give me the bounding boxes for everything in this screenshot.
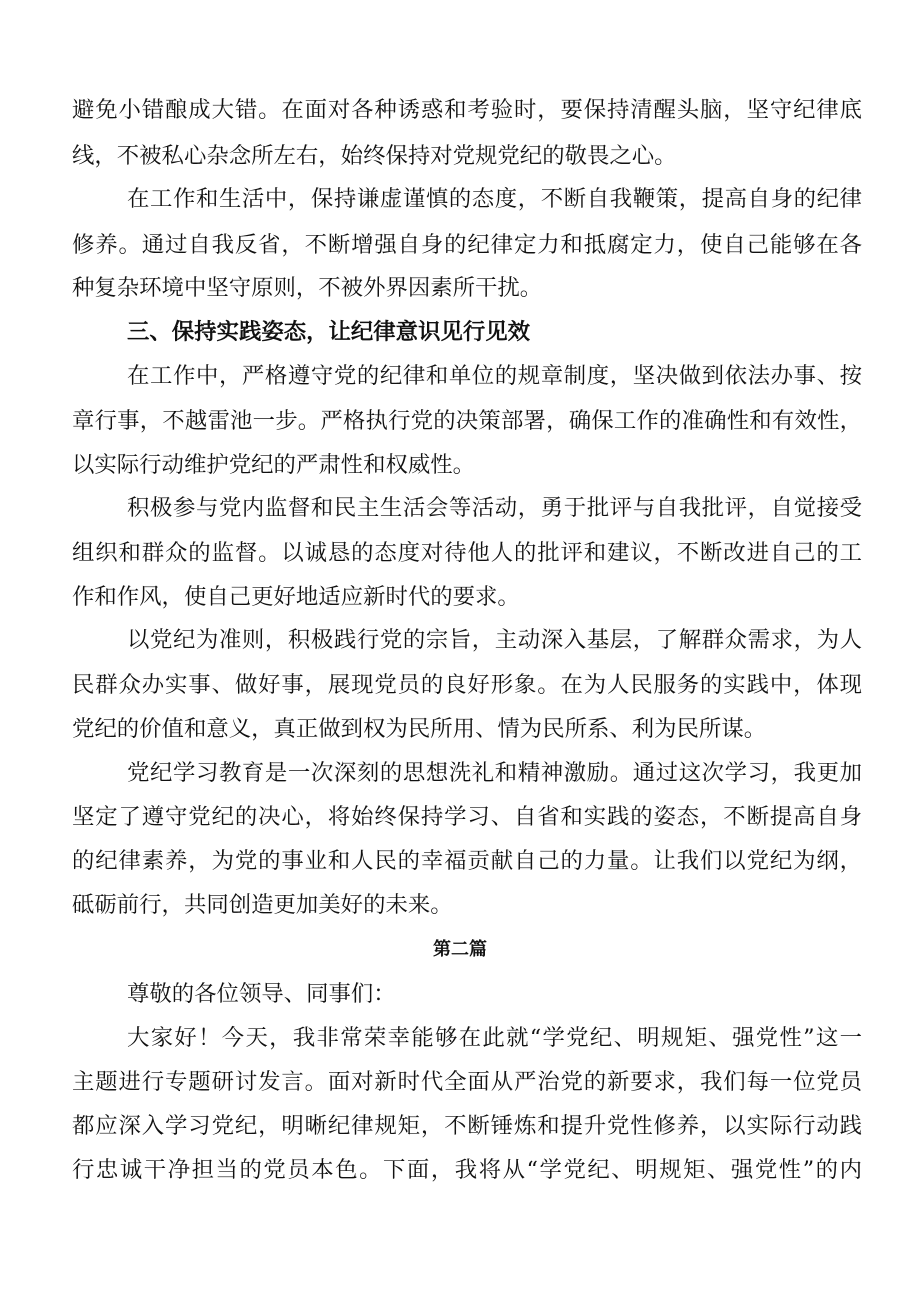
text-line: 砥砺前行，共同创造更加美好的未来。 [72,892,453,918]
text-line: 在工作中，严格遵守党的纪律和单位的规章制度，坚决做到依法办事、按 [127,363,862,389]
text-line: 章行事，不越雷池一步。严格执行党的决策部署，确保工作的准确性和有效性， [72,408,862,434]
text-line: 作和作风，使自己更好地适应新时代的要求。 [72,584,520,610]
text-line: 党纪的价值和意义，真正做到权为民所用、情为民所系、利为民所谋。 [72,716,767,742]
text-line: 种复杂环境中坚守原则，不被外界因素所干扰。 [72,275,543,301]
salutation: 尊敬的各位领导、同事们： [127,981,396,1007]
text-line: 民群众办实事、做好事，展现党员的良好形象。在为人民服务的实践中，体现 [72,672,862,698]
section-heading: 三、保持实践姿态，让纪律意识见行见效 [127,319,531,345]
text-line: 组织和群众的监督。以诚恳的态度对待他人的批评和建议，不断改进自己的工 [72,540,862,566]
text-line: 修养。通过自我反省，不断增强自身的纪律定力和抵腐定力，使自己能够在各 [72,232,862,258]
text-line: 大家好！今天，我非常荣幸能够在此就“学党纪、明规矩、强党性”这一 [127,1025,862,1051]
text-line: 主题进行专题研讨发言。面对新时代全面从严治党的新要求，我们每一位党员 [72,1069,862,1095]
text-line: 行忠诚干净担当的党员本色。下面，我将从“学党纪、明规矩、强党性”的内 [72,1157,862,1183]
text-line: 的纪律素养，为党的事业和人民的幸福贡献自己的力量。让我们以党纪为纲， [72,848,862,874]
text-line: 积极参与党内监督和民主生活会等活动，勇于批评与自我批评，自觉接受 [127,495,862,521]
text-line: 坚定了遵守党纪的决心，将始终保持学习、自省和实践的姿态，不断提高自身 [72,804,862,830]
text-line: 线，不被私心杂念所左右，始终保持对党规党纪的敬畏之心。 [72,143,677,169]
text-line: 以实际行动维护党纪的严肃性和权威性。 [72,452,476,478]
text-line: 党纪学习教育是一次深刻的思想洗礼和精神激励。通过这次学习，我更加 [127,760,862,786]
text-line: 都应深入学习党纪，明晰纪律规矩，不断锤炼和提升党性修养，以实际行动践 [72,1113,862,1139]
text-line: 以党纪为准则，积极践行党的宗旨，主动深入基层，了解群众需求，为人 [127,627,862,653]
section-title: 第二篇 [433,939,487,960]
text-line: 在工作和生活中，保持谦虚谨慎的态度，不断自我鞭策，提高自身的纪律 [127,186,862,212]
text-line: 避免小错酿成大错。在面对各种诱惑和考验时，要保持清醒头脑，坚守纪律底 [72,97,862,123]
